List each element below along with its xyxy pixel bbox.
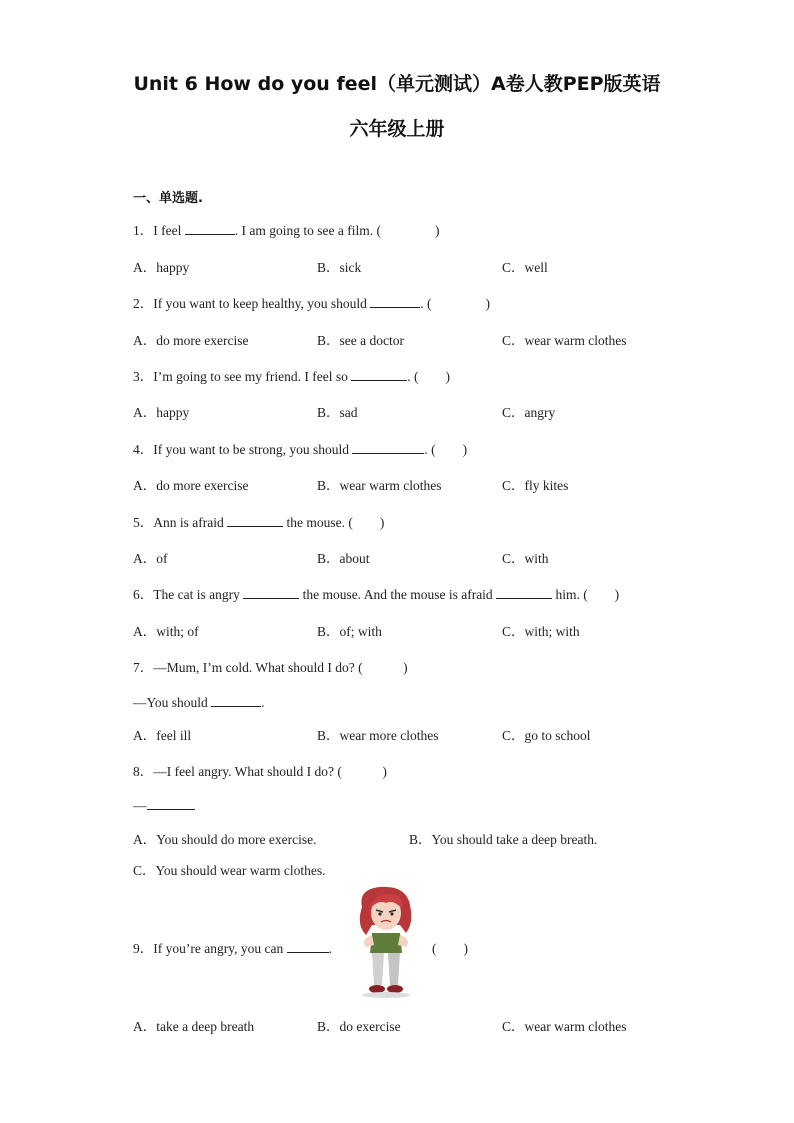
q8-option-a[interactable]: A．You should do more exercise. — [133, 832, 317, 847]
q6-option-c[interactable]: C．with; with — [502, 624, 580, 639]
question-8: 8．—I feel angry. What should I do? ( ) — [133, 764, 387, 779]
question-9: 9．If you’re angry, you can . — [133, 941, 332, 956]
q4-option-a[interactable]: A．do more exercise — [133, 478, 249, 493]
q8-option-c[interactable]: C．You should wear warm clothes. — [133, 863, 326, 878]
answer-blank — [496, 585, 552, 599]
question-4: 4．If you want to be strong, you should . ( ) — [133, 442, 468, 457]
page-subtitle: 六年级上册 — [349, 118, 445, 140]
q1-option-c[interactable]: C．well — [502, 260, 548, 275]
answer-blank — [147, 796, 195, 810]
q5-option-c[interactable]: C．with — [502, 551, 549, 566]
q2-option-a[interactable]: A．do more exercise — [133, 333, 249, 348]
answer-blank — [185, 221, 235, 235]
q1-option-b[interactable]: B．sick — [317, 260, 362, 275]
question-3: 3．I’m going to see my friend. I feel so . ( ) — [133, 369, 450, 384]
q9-option-a[interactable]: A．take a deep breath — [133, 1019, 255, 1034]
q5-option-a[interactable]: A．of — [133, 551, 168, 566]
section-heading: 一、单选题. — [133, 191, 203, 206]
q7-option-c[interactable]: C．go to school — [502, 728, 591, 743]
q1-option-a[interactable]: A．happy — [133, 260, 190, 275]
question-9-answer-bracket: ( ) — [432, 941, 468, 956]
answer-blank — [351, 367, 407, 381]
question-7: 7．—Mum, I’m cold. What should I do? ( ) — [133, 660, 408, 675]
q5-option-b[interactable]: B．about — [317, 551, 370, 566]
q2-option-b[interactable]: B．see a doctor — [317, 333, 404, 348]
q7-option-b[interactable]: B．wear more clothes — [317, 728, 439, 743]
question-2: 2．If you want to keep healthy, you should . ( ) — [133, 296, 490, 311]
q6-option-b[interactable]: B．of; with — [317, 624, 382, 639]
angry-girl-illustration — [348, 885, 424, 1000]
question-6: 6．The cat is angry the mouse. And the mouse is afraid him. ( ) — [133, 587, 620, 602]
question-7-response: —You should . — [133, 695, 265, 710]
q3-option-a[interactable]: A．happy — [133, 405, 190, 420]
q4-option-b[interactable]: B．wear warm clothes — [317, 478, 442, 493]
question-1: 1．I feel . I am going to see a film. ( ) — [133, 223, 440, 238]
answer-blank — [227, 513, 283, 527]
answer-blank — [352, 440, 424, 454]
answer-blank — [370, 294, 420, 308]
q9-option-b[interactable]: B．do exercise — [317, 1019, 401, 1034]
q6-option-a[interactable]: A．with; of — [133, 624, 199, 639]
q8-option-b[interactable]: B．You should take a deep breath. — [409, 832, 598, 847]
q9-option-c[interactable]: C．wear warm clothes — [502, 1019, 627, 1034]
question-8-response: — — [133, 796, 195, 814]
question-5: 5．Ann is afraid the mouse. ( ) — [133, 515, 385, 530]
q4-option-c[interactable]: C．fly kites — [502, 478, 569, 493]
page-title: Unit 6 How do you feel（单元测试）A卷人教PEP版英语 — [133, 73, 661, 95]
q7-option-a[interactable]: A．feel ill — [133, 728, 192, 743]
answer-blank — [211, 693, 261, 707]
answer-blank — [243, 585, 299, 599]
answer-blank — [287, 939, 329, 953]
q2-option-c[interactable]: C．wear warm clothes — [502, 333, 627, 348]
q3-option-b[interactable]: B．sad — [317, 405, 358, 420]
q3-option-c[interactable]: C．angry — [502, 405, 556, 420]
